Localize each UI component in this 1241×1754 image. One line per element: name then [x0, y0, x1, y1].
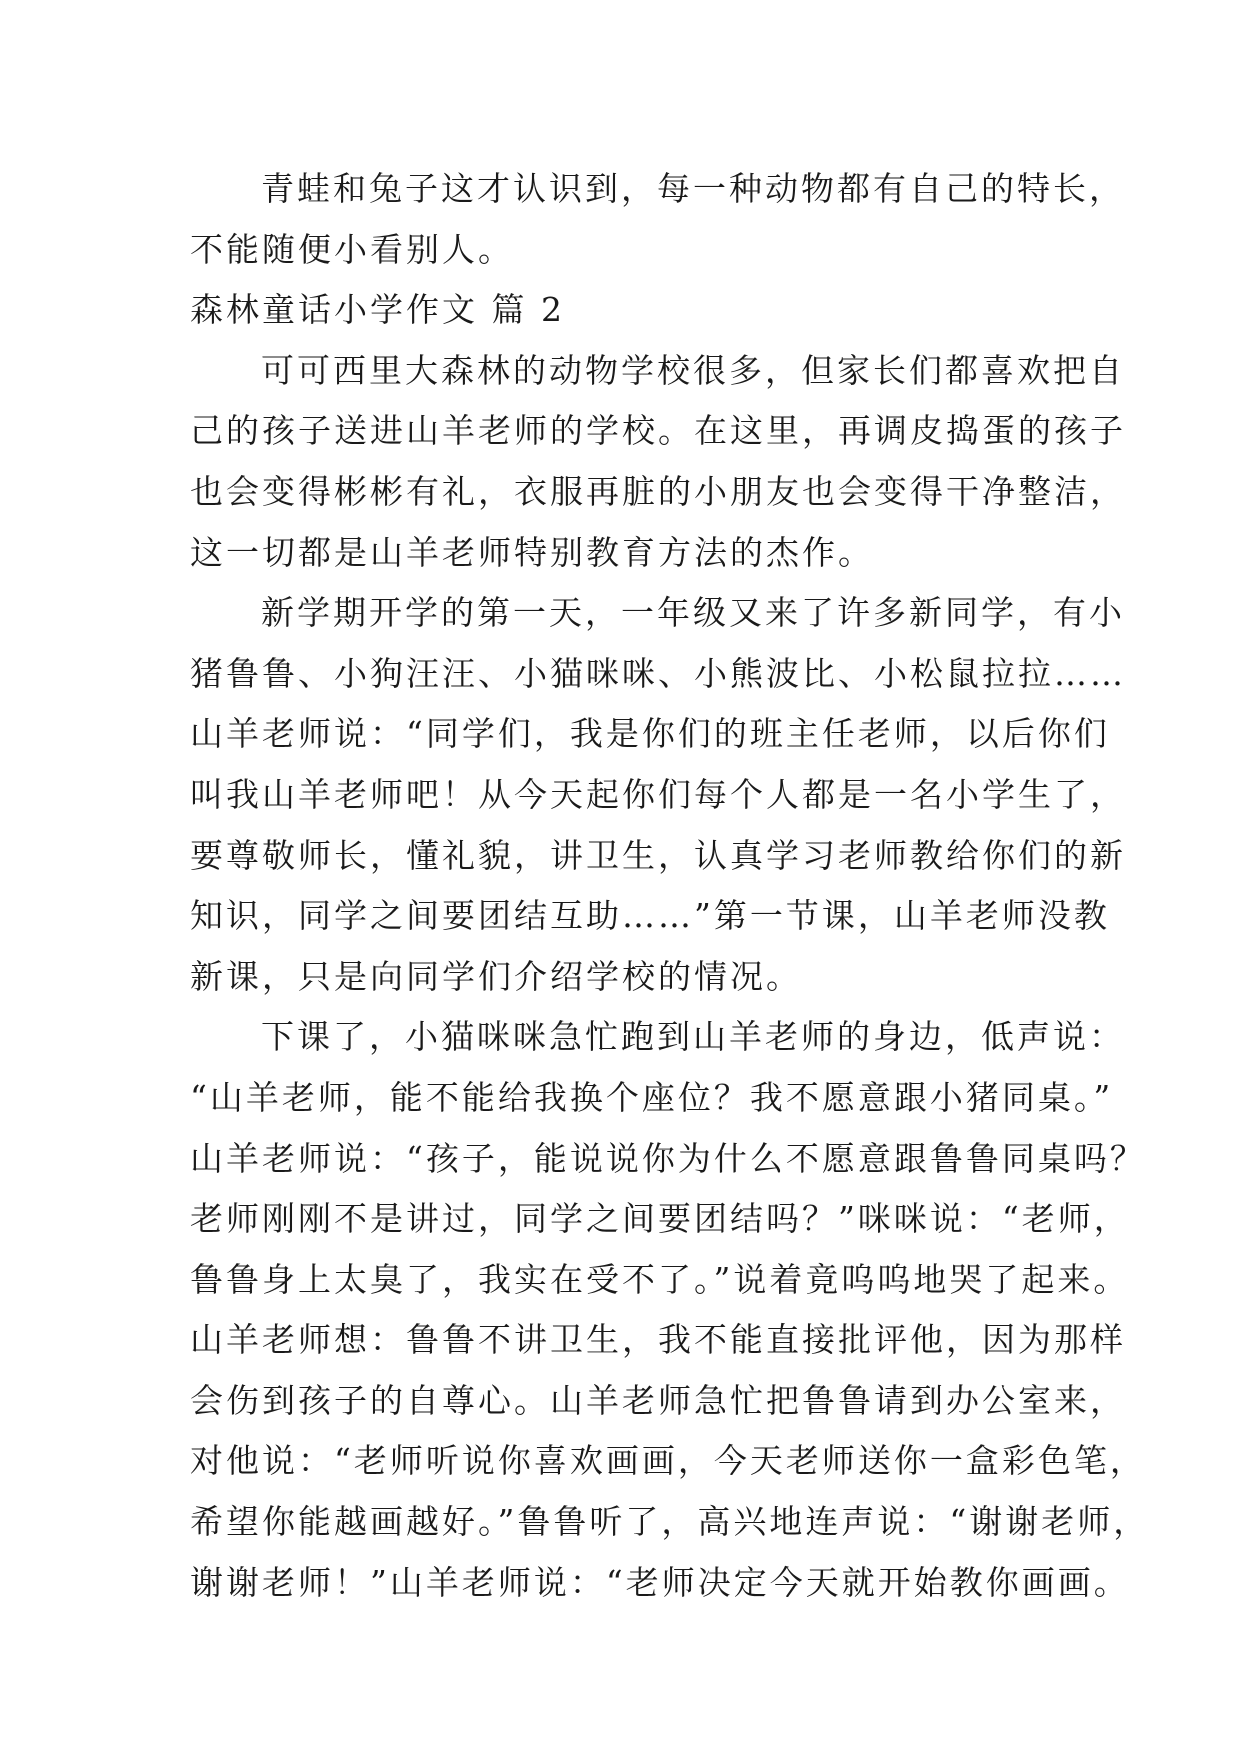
text-line: 下课了，小猫咪咪急忙跑到山羊老师的身边，低声说： [261, 1017, 1125, 1057]
text-line: 希望你能越画越好。”鲁鲁听了，高兴地连声说：“谢谢老师， [190, 1502, 1150, 1542]
text-line: 要尊敬师长，懂礼貌，讲卫生，认真学习老师教给你们的新 [190, 835, 1126, 875]
text-line: 可可西里大森林的动物学校很多，但家长们都喜欢把自 [261, 350, 1125, 390]
text-line: 鲁鲁身上太臭了，我实在受不了。”说着竟呜呜地哭了起来。 [190, 1259, 1130, 1299]
text-line: 知识，同学之间要团结互助……”第一节课，山羊老师没教 [190, 896, 1110, 936]
document-body [190, 159, 1150, 1613]
text-line: 这一切都是山羊老师特别教育方法的杰作。 [190, 532, 874, 572]
text-line: 叫我山羊老师吧！从今天起你们每个人都是一名小学生了， [190, 774, 1126, 814]
text-line: 猪鲁鲁、小狗汪汪、小猫咪咪、小熊波比、小松鼠拉拉…… [190, 653, 1126, 693]
text-line: 不能随便小看别人。 [190, 229, 514, 269]
text-line: 己的孩子送进山羊老师的学校。在这里，再调皮捣蛋的孩子 [190, 411, 1126, 451]
text-line: 山羊老师说：“同学们，我是你们的班主任老师，以后你们 [190, 714, 1110, 754]
text-line: 会伤到孩子的自尊心。山羊老师急忙把鲁鲁请到办公室来， [190, 1380, 1126, 1420]
text-line: 也会变得彬彬有礼，衣服再脏的小朋友也会变得干净整洁， [190, 471, 1126, 511]
text-line: 对他说：“老师听说你喜欢画画，今天老师送你一盒彩色笔， [190, 1441, 1146, 1481]
text-line: 老师刚刚不是讲过，同学之间要团结吗？”咪咪说：“老师， [190, 1199, 1130, 1239]
section-heading: 森林童话小学作文 篇 2 [190, 290, 565, 330]
text-line: 新学期开学的第一天，一年级又来了许多新同学，有小 [261, 593, 1125, 633]
text-line: 谢谢老师！”山羊老师说：“老师决定今天就开始教你画画。 [190, 1562, 1130, 1602]
text-line: 山羊老师想：鲁鲁不讲卫生，我不能直接批评他，因为那样 [190, 1320, 1126, 1360]
text-line: 山羊老师说：“孩子，能说说你为什么不愿意跟鲁鲁同桌吗？ [190, 1138, 1146, 1178]
text-line: 新课，只是向同学们介绍学校的情况。 [190, 956, 802, 996]
text-line: “山羊老师，能不能给我换个座位？我不愿意跟小猪同桌。” [190, 1077, 1114, 1117]
text-line: 青蛙和兔子这才认识到，每一种动物都有自己的特长， [261, 169, 1125, 208]
